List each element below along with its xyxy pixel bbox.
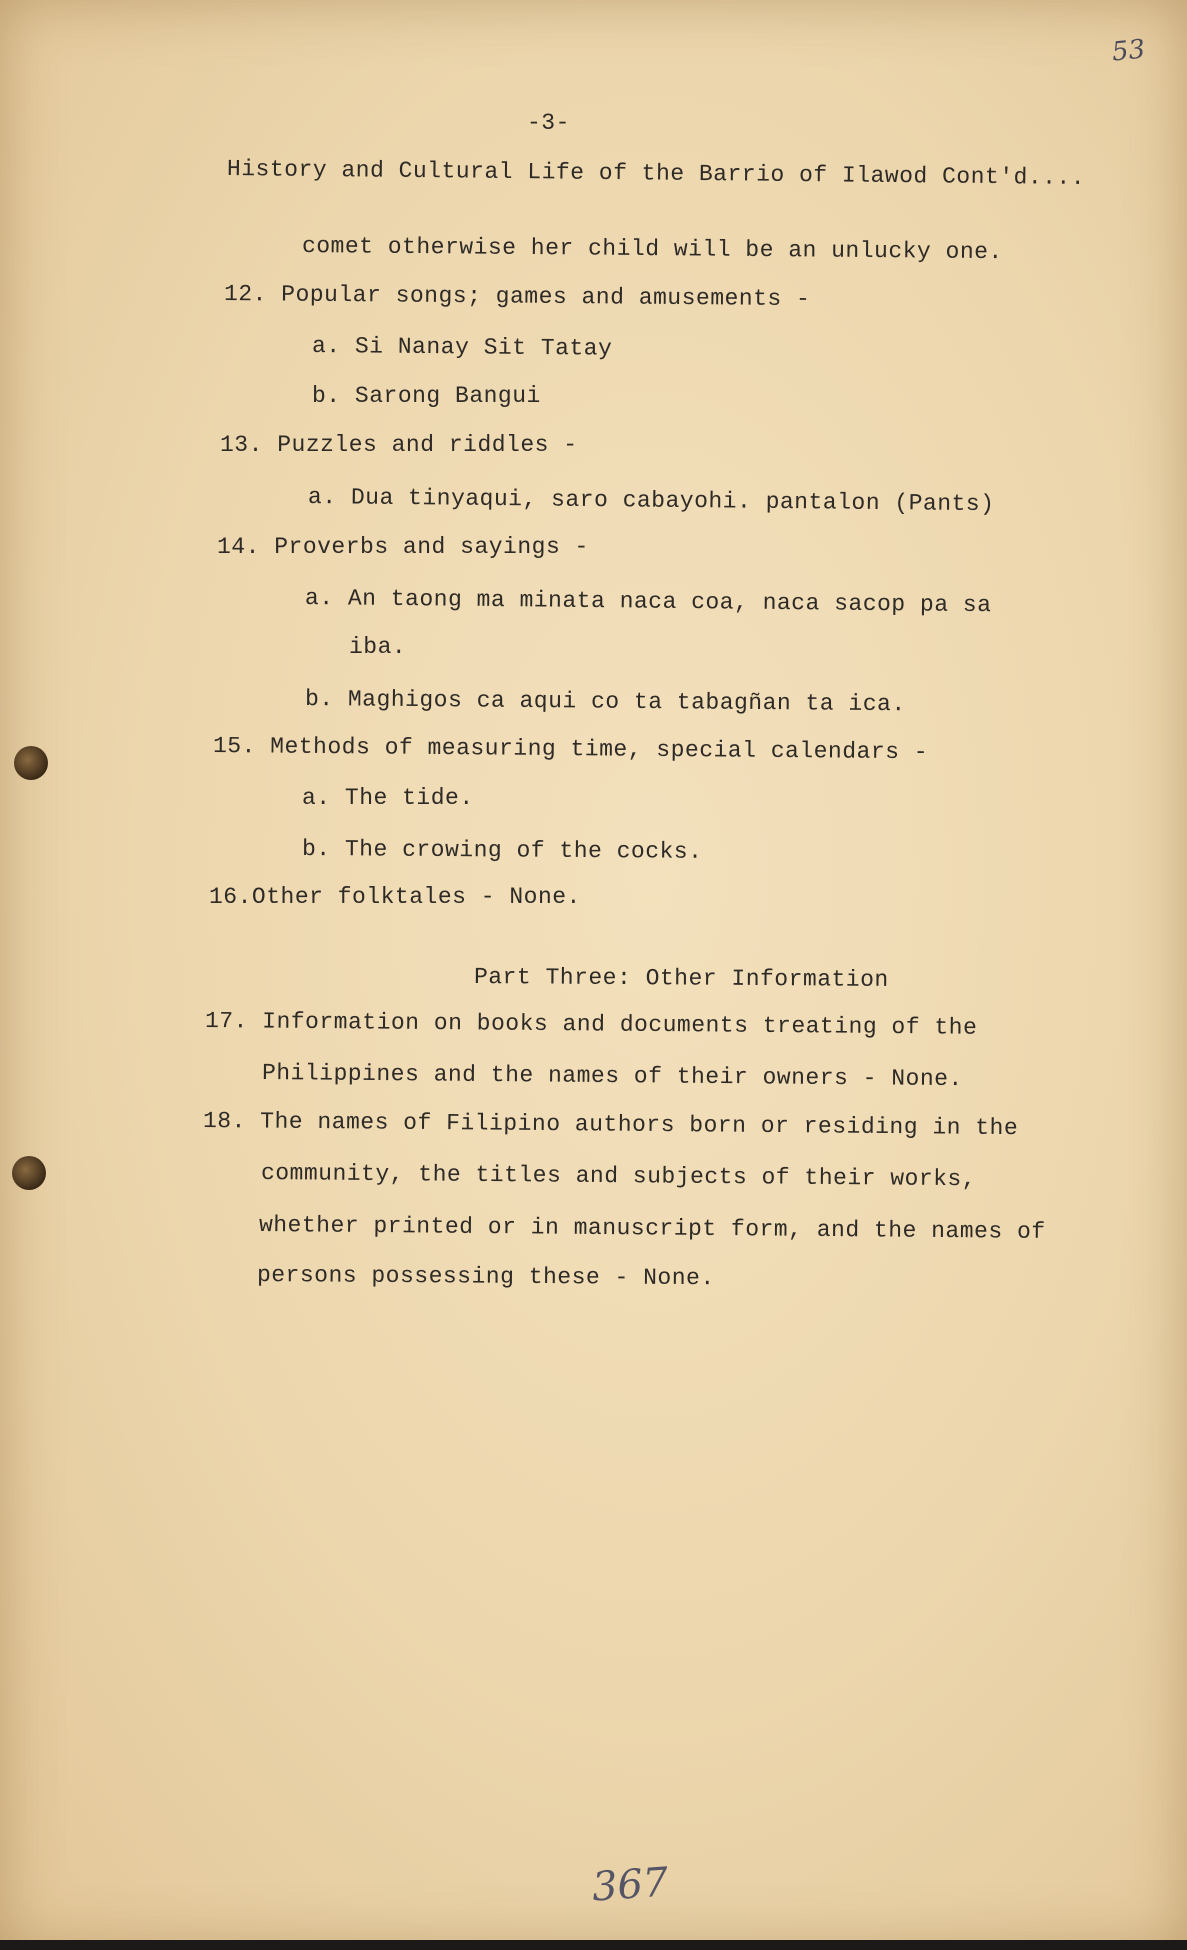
item-14b: b. Maghigos ca aqui co ta tabagñan ta ica. <box>304 686 906 718</box>
item-14a-cont: iba. <box>349 634 407 660</box>
item-12a: a. Si Nanay Sit Tatay <box>311 333 613 362</box>
item-17: 17. Information on books and documents treating of the <box>204 1008 978 1041</box>
item-14a: a. An taong ma minata naca coa, naca sacop pa sa <box>304 585 992 619</box>
footer-page-number: 367 <box>590 1859 670 1911</box>
item-15b: b. The crowing of the cocks. <box>301 836 703 865</box>
item-18-cont1: community, the titles and subjects of their works, <box>260 1160 977 1193</box>
page-heading: History and Cultural Life of the Barrio of Ilawod Cont'd.... <box>226 156 1086 191</box>
corner-page-number: 53 <box>1110 34 1147 68</box>
page-number: -3- <box>527 110 570 136</box>
punch-hole-lower <box>12 1156 46 1190</box>
section-heading: Part Three: Other Information <box>473 964 889 993</box>
item-17-cont: Philippines and the names of their owners - None. <box>261 1060 963 1093</box>
item-12b: b. Sarong Bangui <box>312 383 541 409</box>
scan-edge <box>0 1940 1187 1950</box>
item-13: 13. Puzzles and riddles - <box>220 432 578 458</box>
item-14: 14. Proverbs and sayings - <box>217 534 589 560</box>
item-18: 18. The names of Filipino authors born or residing in the <box>202 1108 1019 1142</box>
item-15a: a. The tide. <box>302 785 474 811</box>
item-12: 12. Popular songs; games and amusements - <box>223 281 811 313</box>
item-18-cont3: persons possessing these - None. <box>256 1262 715 1292</box>
text-line: comet otherwise her child will be an unlucky one. <box>301 233 1003 266</box>
item-15: 15. Methods of measuring time, special calendars - <box>212 733 929 766</box>
item-16: 16.Other folktales - None. <box>209 884 581 910</box>
punch-hole-upper <box>14 746 48 780</box>
item-18-cont2: whether printed or in manuscript form, and the names of <box>258 1212 1046 1245</box>
item-13a: a. Dua tinyaqui, saro cabayohi. pantalon (Pants) <box>307 484 995 518</box>
